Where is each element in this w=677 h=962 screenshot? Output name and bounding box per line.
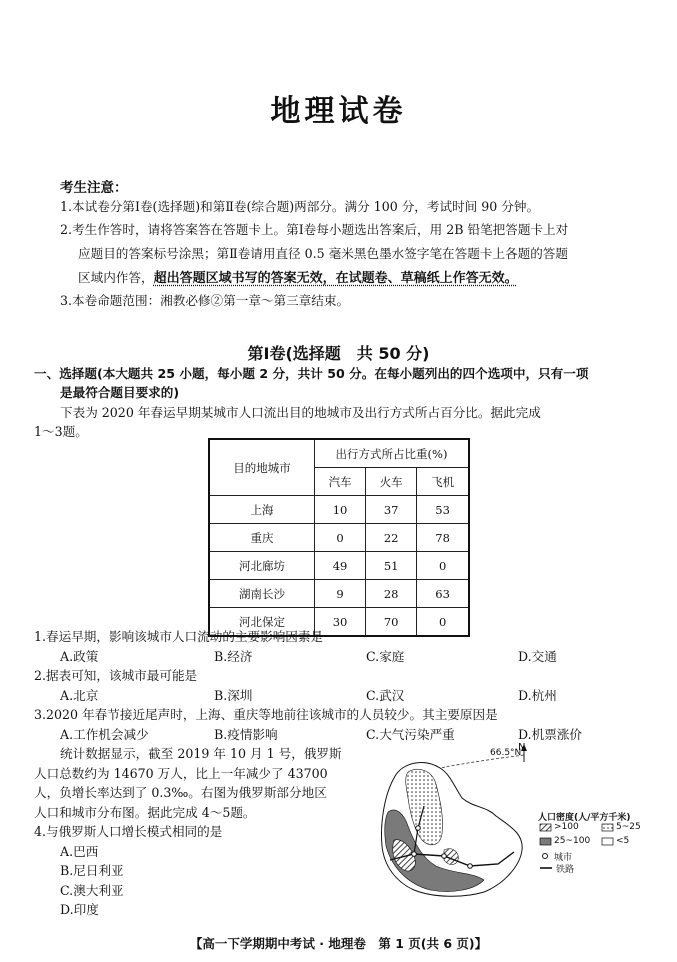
section-instruction-line-1	[34, 366, 588, 382]
map-legend-city: 城市	[554, 853, 573, 863]
q1-option-c: C.家庭	[366, 649, 405, 664]
table-cell: 70	[366, 608, 417, 637]
table-cell: 49	[315, 552, 366, 580]
table-cell: 63	[417, 580, 469, 608]
map-legend-title: 人口密度(人/平方千米)	[538, 813, 631, 823]
table-cell-city: 上海	[209, 496, 315, 524]
table-row	[209, 496, 469, 524]
table-cell: 10	[315, 496, 366, 524]
question-1: 1.春运早期，影响该城市人口流动的主要影响因素是	[34, 629, 324, 644]
table-header-plane: 飞机	[417, 468, 469, 496]
q4-option-c: C.澳大利亚	[60, 883, 124, 898]
paragraph-line-2: 人口总数约为 14670 万人，比上一年减少了 43700	[34, 766, 328, 781]
section-instruction-line-2: 是最符合题目要求的)	[60, 385, 180, 400]
table-cell: 78	[417, 524, 469, 552]
question-2: 2.据表可知，该城市最可能是	[34, 668, 198, 683]
q1-option-d: D.交通	[518, 649, 557, 664]
notice-item-2-line-3-text: 区域内作答，	[78, 270, 154, 285]
q3-option-c: C.大气污染严重	[366, 727, 455, 742]
q1-option-b: B.经济	[214, 649, 253, 664]
table-cell-city: 重庆	[209, 524, 315, 552]
table-cell: 0	[417, 608, 469, 637]
table-header-destination: 目的地城市	[209, 439, 315, 496]
map-north-label: N	[518, 742, 526, 753]
table-cell: 9	[315, 580, 366, 608]
q3-option-b: B.疫情影响	[214, 727, 278, 742]
table-row	[209, 580, 469, 608]
table-cell-city: 湖南长沙	[209, 580, 315, 608]
map-legend-item: 5~25	[616, 822, 641, 832]
q4-option-d: D.印度	[60, 902, 99, 917]
q3-option-a: A.工作机会减少	[60, 727, 149, 742]
notice-item-3: 3.本卷命题范围：湘教必修②第一章～第三章结束。	[60, 293, 350, 308]
travel-mode-table	[208, 438, 470, 637]
map-legend-item: >100	[554, 822, 579, 832]
notice-warning-text: 超出答题区域书写的答案无效，在试题卷、草稿纸上作答无效。	[153, 271, 518, 286]
table-cell: 22	[366, 524, 417, 552]
section-instruction-text: (本大题共 25 小题，每小题 2 分，共计 50 分。在每小题列出的四个选项中，只有一项	[96, 366, 589, 381]
table-cell: 37	[366, 496, 417, 524]
table-cell-city: 河北廊坊	[209, 552, 315, 580]
q4-option-a: A.巴西	[60, 844, 99, 859]
q2-option-d: D.杭州	[518, 688, 557, 703]
table-header-group: 出行方式所占比重(%)	[315, 439, 470, 468]
map-legend-item: <5	[616, 836, 630, 846]
table-cell: 0	[315, 524, 366, 552]
table-cell: 30	[315, 608, 366, 637]
paragraph-line-3: 人，负增长率达到了 0.3‰。右图为俄罗斯部分地区	[34, 785, 327, 800]
map-legend-item: 25~100	[554, 836, 591, 846]
intro-line-2: 1～3题。	[34, 424, 88, 439]
table-header-car: 汽车	[315, 468, 366, 496]
table-row	[209, 524, 469, 552]
q4-option-b: B.尼日利亚	[60, 863, 124, 878]
map-legend-railway: 铁路	[556, 865, 575, 875]
notice-item-1: 1.本试卷分第Ⅰ卷(选择题)和第Ⅱ卷(综合题)两部分。满分 100 分，考试时间 90 分钟。	[60, 199, 540, 214]
table-cell: 53	[417, 496, 469, 524]
q1-option-a: A.政策	[60, 649, 99, 664]
notice-item-2-line-1: 2.考生作答时，请将答案答在答题卡上。第Ⅰ卷每小题选出答案后，用 2B 铅笔把答题卡上对	[60, 222, 569, 237]
paragraph-line-1: 统计数据显示，截至 2019 年 10 月 1 号，俄罗斯	[60, 746, 342, 761]
section-title: 第Ⅰ卷(选择题 共 50 分)	[247, 344, 430, 363]
table-cell: 28	[366, 580, 417, 608]
map-latitude-label: 66.5°N	[490, 748, 522, 758]
notice-item-2-line-2: 应题目的答案标号涂黑；第Ⅱ卷请用直径 0.5 毫米黑色墨水签字笔在答题卡上各题的答题	[78, 246, 568, 261]
intro-line-1: 下表为 2020 年春运早期某城市人口流出目的地城市及出行方式所占百分比。据此完成	[60, 405, 541, 420]
question-4: 4.与俄罗斯人口增长模式相同的是	[34, 824, 223, 839]
q3-option-d: D.机票涨价	[518, 727, 583, 742]
section-instruction-label: 一、选择题	[34, 366, 97, 381]
q2-option-a: A.北京	[60, 688, 99, 703]
table-cell: 51	[366, 552, 417, 580]
q2-option-c: C.武汉	[366, 688, 405, 703]
table-cell: 0	[417, 552, 469, 580]
russia-population-map	[374, 742, 664, 902]
notice-item-2-line-3	[78, 270, 518, 287]
paragraph-line-4: 人口和城市分布图。据此完成 4～5题。	[34, 805, 256, 820]
page-title: 地理试卷	[270, 94, 407, 129]
question-3: 3.2020 年春节接近尾声时，上海、重庆等地前往该城市的人员较少。其主要原因是	[34, 707, 498, 722]
table-header-train: 火车	[366, 468, 417, 496]
table-cell-city: 河北保定	[209, 608, 315, 637]
notice-heading: 考生注意：	[60, 180, 128, 196]
table-row	[209, 552, 469, 580]
page-footer: 【高一下学期期中考试 · 地理卷 第 1 页(共 6 页)】	[189, 936, 488, 951]
q2-option-b: B.深圳	[214, 688, 253, 703]
